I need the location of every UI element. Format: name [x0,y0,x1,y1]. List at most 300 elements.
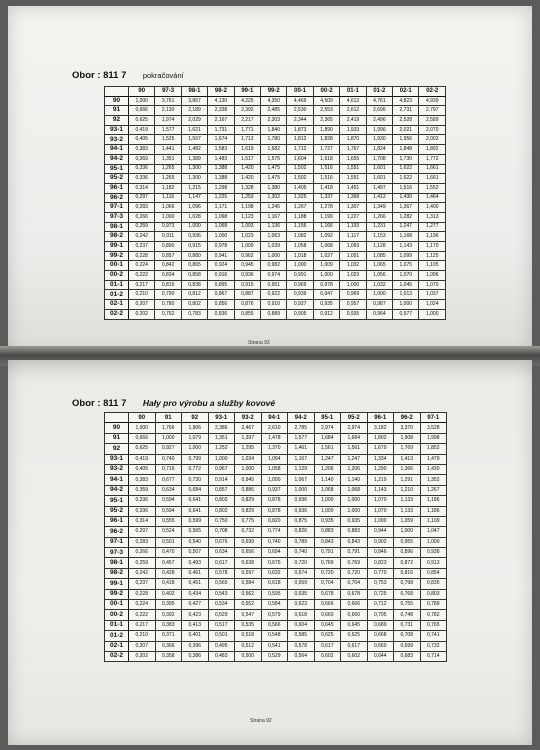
table-cell: 0,434 [182,589,209,599]
table-cell: 0,548 [261,631,288,641]
table-cell: 0,820 [261,516,288,526]
table-cell: 1,156 [287,222,313,232]
table-cell: 1,186 [420,496,447,506]
row-label: 01-2 [105,290,129,300]
row-label: 01-1 [105,620,129,630]
table-cell: 0,579 [261,610,288,620]
row-label: 95-1 [105,164,129,174]
table-cell: 2,553 [313,106,339,116]
table-cell: 1,037 [419,290,446,300]
table-cell: 0,924 [208,261,234,271]
table-cell: 1,068 [208,222,234,232]
table-cell: 0,534 [208,600,235,610]
table-cell: 0,836 [208,309,234,319]
table-cell: 0,418 [155,579,182,589]
table-cell: 0,843 [314,537,341,547]
table-cell: 0,802 [208,506,235,516]
table-cell: 0,677 [155,475,182,485]
row-label: 97-1 [105,537,129,547]
table-cell: 1,956 [393,135,419,145]
table-cell: 1,621 [181,125,207,135]
table-cell: 1,441 [155,145,181,155]
table-cell: 1,828 [313,135,339,145]
table-cell: 1,099 [393,251,419,261]
table-cell: 0,402 [155,589,182,599]
table-cell: 2,731 [393,106,419,116]
table-cell: 1,325 [287,193,313,203]
table-cell: 1,389 [181,154,207,164]
row-label: 94-1 [105,475,129,485]
table-cell: 0,495 [208,641,235,651]
table-row [105,600,447,610]
table-cell: 0,838 [181,280,207,290]
coefficient-table [104,412,447,662]
row-label: 95-1 [105,496,129,506]
table-cell: 1,298 [208,183,234,193]
table-cell: 1,622 [393,174,419,184]
table-cell: 0,202 [129,651,156,661]
table-cell: 0,314 [129,183,155,193]
table-cell: 1,713 [234,135,260,145]
table-cell: 2,419 [340,116,366,126]
table-cell: 1,059 [394,516,421,526]
table-cell: 1,464 [419,193,446,203]
table-cell: 1,366 [394,464,421,474]
table-cell: 0,775 [235,516,262,526]
column-header: 00-2 [313,87,339,97]
table-cell: 0,725 [367,589,394,599]
column-header: 98-1 [181,87,207,97]
table-cell: 1,561 [314,444,341,454]
table-cell: 1,334 [367,454,394,464]
table-row [105,641,447,651]
table-cell: 1,772 [419,154,446,164]
column-header: 01-2 [366,87,392,97]
table-cell: 0,617 [341,641,368,651]
table-cell: 0,748 [394,610,421,620]
table-cell: 0,493 [182,558,209,568]
table-cell: 1,067 [288,475,315,485]
column-header: 93-1 [208,413,235,423]
table-cell: 0,641 [182,506,209,516]
table-cell: 2,974 [314,423,341,433]
table-cell: 0,731 [394,620,421,630]
table-cell: 1,552 [419,183,446,193]
table-cell: 0,660 [341,610,368,620]
table-cell: 0,974 [261,271,287,281]
table-cell: 0,222 [129,271,155,281]
table-cell: 1,479 [420,454,447,464]
table-cell: 4,613 [340,96,366,106]
table-row [105,290,446,300]
table-cell: 1,337 [313,193,339,203]
table-cell: 0,336 [129,506,156,516]
table-cell: 1,000 [261,251,287,261]
table-cell: 1,367 [393,203,419,213]
table-cell: 1,245 [261,203,287,213]
table-cell: 2,797 [419,106,446,116]
table-cell: 0,829 [235,506,262,516]
table-cell: 0,889 [261,309,287,319]
table-cell: 1,418 [313,183,339,193]
column-header: 02-2 [419,87,446,97]
table-cell: 0,224 [129,261,155,271]
table-cell: 0,297 [129,193,155,203]
table-cell: 0,666 [341,600,368,610]
table-cell: 1,210 [394,485,421,495]
corner-cell [105,87,129,97]
table-cell: 0,977 [393,309,419,319]
table-cell: 0,857 [155,251,181,261]
table-row [105,610,447,620]
table-cell: 1,890 [313,125,339,135]
table-cell: 2,496 [366,116,392,126]
table-cell: 0,935 [341,516,368,526]
table-cell: 0,518 [235,631,262,641]
table-cell: 1,601 [366,164,392,174]
table-cell: 0,973 [155,222,181,232]
table-cell: 0,578 [288,641,315,651]
table-row [105,423,447,433]
table-cell: 1,670 [367,444,394,454]
table-cell: 1,516 [313,164,339,174]
table-cell: 1,974 [155,116,181,126]
table-cell: 0,730 [182,475,209,485]
row-label: 95-2 [105,506,129,516]
table-cell: 0,683 [394,651,421,661]
row-label: 01-1 [105,280,129,290]
bottom-header [72,393,275,411]
table-cell: 0,501 [208,631,235,641]
table-cell: 0,541 [261,641,288,651]
table-cell: 1,767 [340,145,366,155]
table-cell: 2,130 [155,106,181,116]
table-cell: 2,365 [313,116,339,126]
table-row [105,433,447,443]
table-row [105,96,446,106]
table-cell: 0,618 [288,610,315,620]
table-cell: 0,740 [261,537,288,547]
table-cell: 0,552 [235,600,262,610]
table-cell: 0,413 [182,620,209,630]
table-cell: 1,291 [394,475,421,485]
column-header: 96-2 [394,413,421,423]
table-row [105,651,447,661]
table-cell: 0,951 [261,280,287,290]
table-cell: 2,217 [234,116,260,126]
table-cell: 1,182 [155,183,181,193]
table-cell: 1,388 [208,174,234,184]
row-label: 90 [105,96,129,106]
table-cell: 2,467 [235,423,262,433]
table-cell: 1,622 [393,164,419,174]
table-cell: 0,915 [181,242,207,252]
table-cell: 0,618 [261,579,288,589]
table-cell: 0,704 [314,579,341,589]
table-cell: 0,428 [155,568,182,578]
table-row [105,271,446,281]
table-row [105,475,447,485]
table-cell: 0,978 [208,242,234,252]
table-cell: 1,140 [341,475,368,485]
table-cell: 1,000 [129,423,156,433]
table-cell: 1,265 [155,164,181,174]
table-cell: 2,392 [234,106,260,116]
table-cell: 1,198 [234,203,260,213]
table-cell: 1,039 [261,242,287,252]
column-header: 95-1 [314,413,341,423]
table-cell: 1,094 [261,454,288,464]
table-cell: 1,551 [340,174,366,184]
table-cell: 0,720 [341,568,368,578]
table-cell: 1,516 [393,183,419,193]
table-cell: 0,815 [155,280,181,290]
table-cell: 0,914 [208,475,235,485]
table-cell: 1,000 [181,222,207,232]
row-label: 97-3 [105,548,129,558]
row-label: 94-2 [105,485,129,495]
table-cell: 1,551 [340,164,366,174]
table-cell: 1,133 [394,506,421,516]
table-cell: 0,645 [341,620,368,630]
table-cell: 0,935 [340,309,366,319]
table-cell: 0,237 [129,242,155,252]
column-header: 97-3 [155,87,181,97]
table-cell: 0,366 [155,641,182,651]
table-row [105,558,447,568]
table-cell: 1,136 [261,222,287,232]
table-row [105,125,446,135]
table-cell: 0,835 [420,579,447,589]
table-cell: 0,782 [420,610,447,620]
table-cell: 1,892 [419,145,446,155]
table-cell: 1,780 [261,135,287,145]
table-row [105,280,446,290]
table-cell: 0,789 [420,600,447,610]
table-cell: 1,143 [367,485,394,495]
table-cell: 1,079 [182,433,209,443]
table-cell: 1,092 [313,232,339,242]
table-cell: 0,638 [235,558,262,568]
table-cell: 1,058 [261,464,288,474]
table-cell: 1,380 [261,183,287,193]
table-cell: 1,109 [420,516,447,526]
table-cell: 1,000 [419,309,446,319]
table-cell: 0,978 [313,280,339,290]
table-cell: 1,096 [419,271,446,281]
table-cell: 2,696 [366,106,392,116]
table-cell: 1,028 [181,212,207,222]
table-cell: 1,661 [419,174,446,184]
table-cell: 0,912 [313,309,339,319]
table-cell: 0,699 [235,537,262,547]
table-cell: 1,300 [181,164,207,174]
table-cell: 0,741 [420,631,447,641]
table-cell: 3,370 [394,423,421,433]
table-cell: 1,731 [208,125,234,135]
table-row [105,454,447,464]
table-cell: 0,625 [341,631,368,641]
table-cell: 0,732 [235,527,262,537]
table-cell: 1,186 [420,506,447,516]
table-cell: 0,419 [129,454,156,464]
table-cell: 3,182 [367,423,394,433]
table-cell: 1,070 [393,271,419,281]
table-row [105,496,447,506]
table-cell: 0,969 [287,280,313,290]
table-cell: 0,625 [129,444,156,454]
table-cell: 1,188 [287,212,313,222]
table-row [105,464,447,474]
table-cell: 1,000 [313,271,339,281]
table-cell: 1,116 [155,193,181,203]
table-cell: 0,617 [314,641,341,651]
table-cell: 0,887 [234,290,260,300]
table-row [105,212,446,222]
table-cell: 0,555 [155,516,182,526]
table-cell: 2,029 [181,116,207,126]
table-cell: 0,659 [288,579,315,589]
table-cell: 1,352 [420,475,447,485]
table-cell: 1,349 [366,203,392,213]
table-row [105,116,446,126]
row-label: 94-1 [105,145,129,155]
table-cell: 1,727 [313,145,339,155]
table-cell: 0,562 [235,589,262,599]
table-cell: 2,386 [208,423,235,433]
table-cell: 1,225 [208,193,234,203]
table-cell: 0,217 [129,280,155,290]
table-cell: 2,530 [287,106,313,116]
table-cell: 2,344 [287,116,313,126]
header-row [105,413,447,423]
row-label: 98-1 [105,222,129,232]
table-cell: 0,858 [181,271,207,281]
table-cell: 0,842 [155,261,181,271]
table-cell: 3,761 [155,96,181,106]
table-cell: 0,419 [129,125,155,135]
header-row [105,87,446,97]
table-cell: 0,762 [155,309,181,319]
table-cell: 0,501 [155,537,182,547]
table-cell: 2,070 [419,125,446,135]
table-cell: 1,133 [394,496,421,506]
table-row [105,548,447,558]
table-cell: 1,388 [208,164,234,174]
table-cell: 1,000 [155,433,182,443]
row-label: 02-2 [105,309,129,319]
table-cell: 0,678 [314,589,341,599]
table-cell: 1,000 [393,300,419,310]
table-cell: 0,750 [208,516,235,526]
table-cell: 0,939 [287,290,313,300]
table-cell: 0,789 [288,537,315,547]
table-cell: 1,870 [340,135,366,145]
table-cell: 1,068 [314,485,341,495]
table-cell: 0,678 [341,589,368,599]
table-cell: 0,369 [129,154,155,164]
table-cell: 0,602 [314,651,341,661]
table-cell: 2,189 [181,106,207,116]
table-cell: 1,525 [155,135,181,145]
table-cell: 1,601 [366,174,392,184]
table-cell: 1,583 [208,145,234,155]
table-cell: 1,497 [366,183,392,193]
table-cell: 1,051 [340,251,366,261]
table-cell: 0,336 [129,174,155,184]
row-label: 98-1 [105,558,129,568]
table-cell: 0,969 [340,290,366,300]
table-cell: 0,720 [314,568,341,578]
row-label: 00-2 [105,610,129,620]
table-cell: 0,944 [367,527,394,537]
table-cell: 0,461 [182,568,209,578]
table-cell: 1,247 [314,454,341,464]
table-cell: 1,096 [181,203,207,213]
table-cell: 0,878 [261,506,288,516]
table-cell: 0,625 [129,116,155,126]
table-row [105,242,446,252]
table-cell: 1,502 [287,174,313,184]
table-cell: 1,058 [287,242,313,252]
table-cell: 1,000 [367,516,394,526]
table-cell: 1,027 [313,251,339,261]
table-cell: 0,656 [235,548,262,558]
table-cell: 0,937 [261,485,288,495]
table-cell: 0,843 [341,537,368,547]
table-cell: 1,307 [340,203,366,213]
row-label: 90 [105,423,129,433]
obor-label: Obor : 811 7 [72,70,127,81]
table-cell: 1,682 [261,145,287,155]
row-label: 92 [105,116,129,126]
table-cell: 1,430 [393,193,419,203]
table-cell: 1,013 [393,290,419,300]
table-cell: 0,202 [129,309,155,319]
table-cell: 0,922 [261,290,287,300]
table-cell: 0,780 [155,300,181,310]
table-cell: 1,253 [234,193,260,203]
table-cell: 1,996 [366,125,392,135]
table-cell: 1,576 [261,154,287,164]
row-label: 97-3 [105,212,129,222]
table-cell: 1,618 [313,154,339,164]
section-title: Hały pro výrobu a služby kovové [142,398,276,408]
row-label: 92 [105,444,129,454]
table-cell: 1,517 [234,154,260,164]
table-cell: 0,217 [129,620,156,630]
table-cell: 0,540 [182,537,209,547]
table-cell: 0,566 [261,620,288,630]
table-cell: 0,242 [129,232,155,242]
table-cell: 0,395 [155,600,182,610]
table-cell: 1,047 [420,527,447,537]
table-cell: 0,962 [234,251,260,261]
table-cell: 1,000 [314,496,341,506]
table-cell: 1,000 [234,242,260,252]
table-cell: 1,167 [261,212,287,222]
table-cell: 0,769 [341,558,368,568]
row-label: 93-1 [105,125,129,135]
table-cell: 0,547 [235,610,262,620]
table-cell: 1,266 [366,212,392,222]
table-cell: 1,397 [235,433,262,443]
table-cell: 1,000 [341,496,368,506]
table-cell: 1,125 [419,251,446,261]
table-row [105,154,446,164]
table-cell: 0,991 [287,271,313,281]
table-cell: 1,420 [234,164,260,174]
